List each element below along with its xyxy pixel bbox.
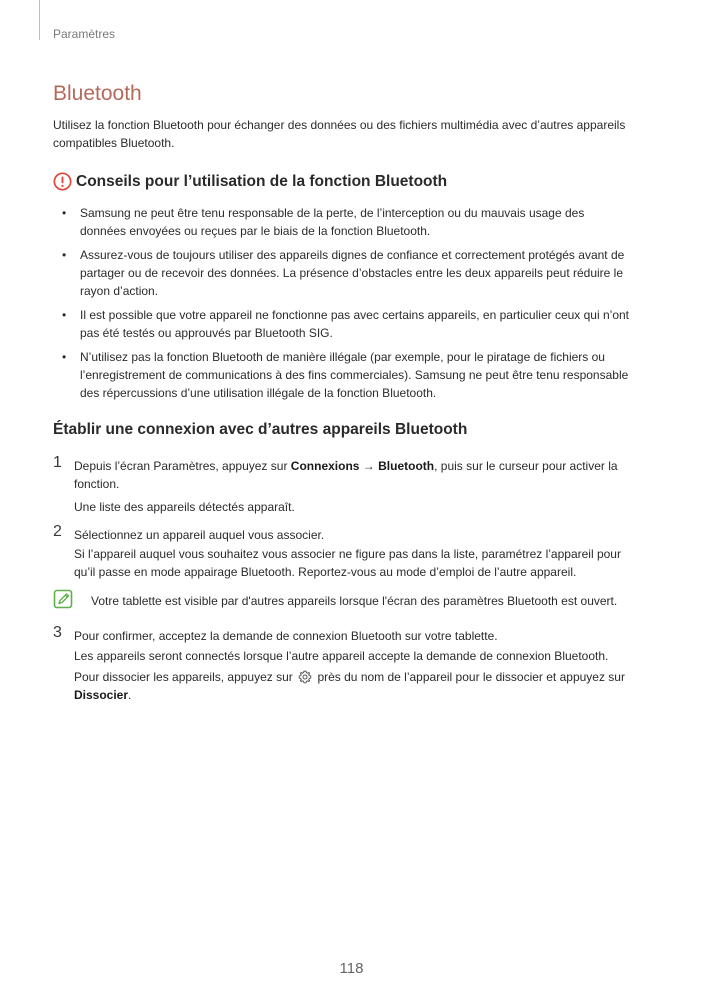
step-number-2: 2 bbox=[53, 523, 62, 540]
step-3-sub-2-post: près du nom de l’appareil pour le dissocier et appuyez sur bbox=[314, 670, 625, 684]
step-2-sub-line-2: qu’il passe en mode appairage Bluetooth. Reportez-vous au mode d’emploi de l’autre appareil. bbox=[74, 565, 577, 579]
note-text: Votre tablette est visible par d'autres appareils lorsque l'écran des paramètres Bluetooth est ouvert. bbox=[91, 594, 618, 608]
list-item bbox=[60, 306, 660, 342]
list-item bbox=[60, 348, 660, 402]
list-item-line: Samsung ne peut être tenu responsable de la perte, de l’interception ou du mauvais usage des bbox=[80, 206, 585, 220]
step-3-text: Pour confirmer, acceptez la demande de connexion Bluetooth sur votre tablette. bbox=[74, 629, 498, 643]
intro-line-1: Utilisez la fonction Bluetooth pour échanger des données ou des fichiers multimédia avec d’autres appareils bbox=[53, 118, 626, 132]
step-2-sub bbox=[74, 545, 664, 581]
intro-paragraph bbox=[53, 116, 663, 152]
menu-path-bluetooth: Bluetooth bbox=[378, 459, 435, 473]
bullet-dot: • bbox=[62, 206, 67, 220]
running-header: Paramètres bbox=[53, 27, 116, 41]
gear-icon bbox=[298, 670, 312, 684]
list-item-line: Il est possible que votre appareil ne fonctionne pas avec certains appareils, en particulier ceux qui n’ont bbox=[80, 308, 629, 322]
page-title: Bluetooth bbox=[53, 82, 142, 105]
list-item bbox=[60, 246, 660, 300]
list-item-line: rayon d’action. bbox=[80, 284, 159, 298]
step-1-post: , puis sur le curseur pour activer la bbox=[434, 459, 618, 473]
list-item-line: données envoyées ou reçues par le biais de la fonction Bluetooth. bbox=[80, 224, 431, 238]
step-3-sub-2 bbox=[74, 668, 664, 704]
list-item-line: pas été testés ou approuvés par Bluetooth SIG. bbox=[80, 326, 333, 340]
bullet-dot: • bbox=[62, 308, 67, 322]
step-3-sub-3-post: . bbox=[128, 688, 132, 702]
caution-heading-text: Conseils pour l’utilisation de la fonction Bluetooth bbox=[76, 172, 448, 190]
page-number: 118 bbox=[339, 960, 364, 977]
list-item-line: Assurez-vous de toujours utiliser des appareils dignes de confiance et correctement protégés avant de bbox=[80, 248, 625, 262]
step-2-text: Sélectionnez un appareil auquel vous associer. bbox=[74, 528, 325, 542]
list-item-line: N’utilisez pas la fonction Bluetooth de manière illégale (par exemple, pour le piratage de fichiers ou bbox=[80, 350, 605, 364]
step-1-pre: Depuis l’écran Paramètres, appuyez sur bbox=[74, 459, 291, 473]
step-1-line-2: fonction. bbox=[74, 477, 120, 491]
list-item-line: des répercussions d’une utilisation illégale de la fonction Bluetooth. bbox=[80, 386, 437, 400]
caution-heading bbox=[53, 172, 447, 191]
list-item bbox=[60, 204, 660, 240]
intro-line-2: compatibles Bluetooth. bbox=[53, 136, 175, 150]
caution-list bbox=[60, 204, 660, 408]
dissocier-label: Dissocier bbox=[74, 688, 129, 702]
step-3-sub-2-pre: Pour dissocier les appareils, appuyez sur bbox=[74, 670, 297, 684]
menu-path-connexions: Connexions bbox=[290, 459, 360, 473]
caution-icon bbox=[53, 172, 72, 191]
bullet-dot: • bbox=[62, 350, 67, 364]
bullet-dot: • bbox=[62, 248, 67, 262]
step-1-text bbox=[74, 457, 664, 493]
step-3-sub-1: Les appareils seront connectés lorsque l’autre appareil accepte la demande de connexion Bluetooth. bbox=[74, 649, 609, 663]
step-number-3: 3 bbox=[53, 624, 62, 641]
list-item-line: l’enregistrement de communications à des fins commerciales). Samsung ne peut être tenu responsable bbox=[80, 368, 629, 382]
step-2-sub-line-1: Si l’appareil auquel vous souhaitez vous associer ne figure pas dans la liste, paramétrez l’appareil pour bbox=[74, 547, 621, 561]
step-1-sub: Une liste des appareils détectés apparaît. bbox=[74, 500, 295, 514]
step-number-1: 1 bbox=[53, 454, 62, 471]
list-item-line: partager ou de recevoir des données. La présence d’obstacles entre les deux appareils peut réduire le bbox=[80, 266, 624, 280]
menu-path-arrow: → bbox=[359, 459, 379, 473]
page-edge-line bbox=[39, 0, 40, 40]
note-icon bbox=[53, 589, 73, 609]
section-heading: Établir une connexion avec d’autres appareils Bluetooth bbox=[53, 421, 468, 438]
